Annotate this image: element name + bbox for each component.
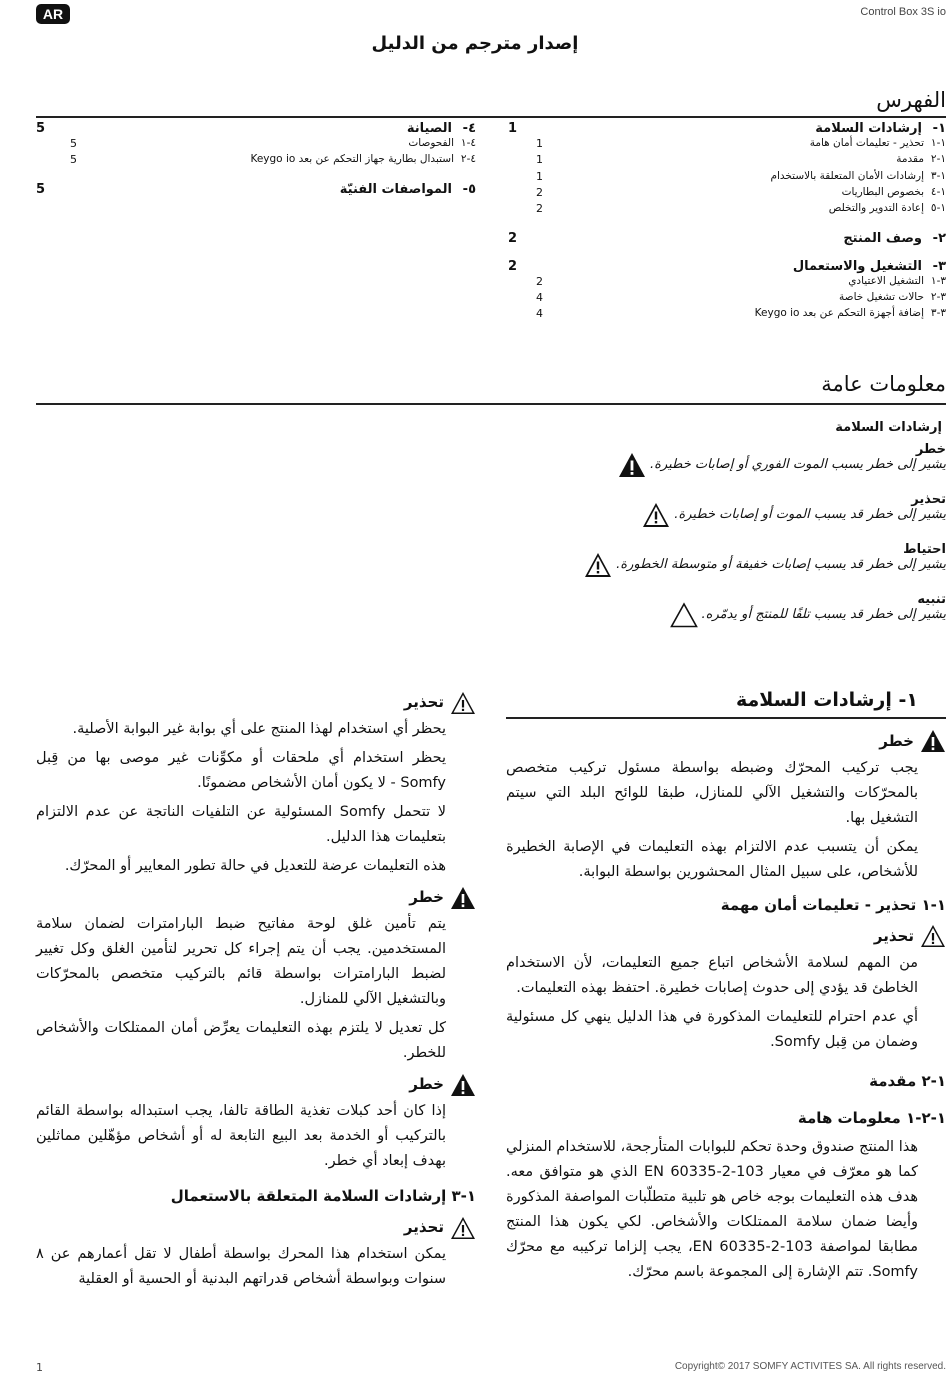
warning-3-paragraph-1: يمكن استخدام هذا المحرك بواسطة أطفال لا تقل أعمارهم عن ٨ سنوات وبواسطة أشخاص قدراتهم البدنية أو الحسية أو العقلية xyxy=(36,1246,446,1287)
hazard-level-title: احتياط xyxy=(903,542,946,557)
toc-entry-label: إعادة التدوير والتخلص xyxy=(828,202,924,215)
toc-entry-label: إرشادات الأمان المتعلقة بالاستخدام xyxy=(770,169,924,182)
toc-entry-number: ٤-٢ xyxy=(460,153,476,166)
hazard-level-text xyxy=(650,442,946,472)
toc-entry-page: 5 xyxy=(70,153,77,167)
safety-instructions-label: إرشادات السلامة xyxy=(835,420,942,435)
hazard-level-description: يشير إلى خطر قد يسبب الموت أو إصابات خطيرة. xyxy=(674,507,946,522)
hazard-level-description: يشير إلى خطر قد يسبب إصابات خفيفة أو متوسطة الخطورة. xyxy=(616,557,946,572)
toc-entry-number: ١-٥ xyxy=(930,202,946,215)
section-1-heading: ١- إرشادات السلامة xyxy=(735,689,918,711)
toc-entry[interactable] xyxy=(755,307,946,319)
hazard-level-description: يشير إلى خطر قد يسبب تلفًا للمنتج أو يدمّره. xyxy=(701,607,946,622)
toc-entry-label: حالات تشغيل خاصة xyxy=(839,290,924,303)
toc-entry-page: 4 xyxy=(536,307,543,321)
toc-entry[interactable] xyxy=(793,259,946,274)
toc-entry-label: التشغيل والاستعمال xyxy=(792,258,922,274)
toc-entry[interactable] xyxy=(770,170,946,182)
danger-2-label: خطر xyxy=(409,888,444,906)
toc-entry-number: ٢- xyxy=(932,230,946,246)
warning-filled-icon xyxy=(584,552,612,578)
warning-1-label-row xyxy=(506,924,946,949)
toc-entry-label: التشغيل الاعتيادي xyxy=(848,274,924,287)
warning-1-label: تحذير xyxy=(873,926,914,945)
toc-entry-number: ٥- xyxy=(462,181,476,197)
hazard-level-text xyxy=(674,492,946,522)
toc-entry-label: الفحوصات xyxy=(408,137,454,149)
hazard-level-item xyxy=(642,492,946,528)
toc-entry[interactable] xyxy=(842,186,946,198)
toc-entry[interactable] xyxy=(843,231,946,246)
toc-entry-page: 5 xyxy=(36,121,46,136)
warning-filled-icon xyxy=(450,886,476,910)
warning-filled-icon xyxy=(618,452,646,478)
section-1-3-heading: ١-٣ إرشادات السلامة المتعلقة بالاستعمال xyxy=(170,1187,476,1205)
danger-3-label: خطر xyxy=(409,1075,444,1093)
toc-entry-page: 1 xyxy=(536,137,543,150)
toc-entry-number: ٣-٢ xyxy=(930,290,946,303)
copyright-notice: Copyright© 2017 SOMFY ACTIVITES SA. All rights reserved. xyxy=(674,1361,946,1372)
section-1-2-1-heading: ١-٢-١ معلومات هامة xyxy=(797,1108,946,1127)
toc-entry-number: ٤- xyxy=(462,121,476,136)
warning-2-paragraph-3: لا تتحمل Somfy المسئولية عن التلفيات الناتجة عن عدم الالتزام بتعليمات هذا الدليل. xyxy=(36,804,447,845)
toc-divider xyxy=(36,116,946,118)
toc-entry[interactable] xyxy=(408,137,476,149)
warning-filled-icon xyxy=(920,729,946,753)
danger-3-paragraph-1: إذا كان أحد كبلات تغذية الطاقة تالفا، يجب استبداله بواسطة القائم بالتركيب أو الخدمة بعد البيع التابعة له أو أشخاص مؤهّلين مماثلين بهدف إبعاد أي خطر. xyxy=(36,1103,446,1169)
toc-entry[interactable] xyxy=(839,291,946,303)
model-name: Control Box 3S io xyxy=(860,6,946,18)
hazard-level-description: يشير إلى خطر يسبب الموت الفوري أو إصابات خطيرة. xyxy=(650,457,946,472)
warning-outline-icon xyxy=(670,602,698,628)
hazard-level-text xyxy=(616,542,946,572)
toc-title: الفهرس xyxy=(876,88,946,112)
toc-entry[interactable] xyxy=(250,153,476,165)
language-badge: AR xyxy=(36,4,70,24)
toc-entry-label: المواصفات الفنيّة xyxy=(339,181,452,197)
toc-entry-number: ١-٤ xyxy=(930,185,946,198)
toc-entry-number: ٣-١ xyxy=(930,274,946,287)
left-column xyxy=(36,688,476,1296)
page-number: 1 xyxy=(36,1361,43,1374)
hazard-level-item xyxy=(670,592,946,628)
toc-entry-page: 1 xyxy=(536,169,543,183)
toc-entry[interactable] xyxy=(407,121,476,136)
toc-entry[interactable] xyxy=(848,275,946,287)
hazard-level-item xyxy=(618,442,946,478)
toc-entry-label: مقدمة xyxy=(896,153,924,166)
warning-2-label-row xyxy=(36,690,476,715)
toc-entry-number: ١-٣ xyxy=(930,169,946,182)
toc-entry-number: ٣-٣ xyxy=(930,307,946,320)
toc-entry-label: استبدال بطارية جهاز التحكم عن بعد Keygo io xyxy=(250,153,454,166)
toc-entry-page: 4 xyxy=(536,290,543,304)
warning-filled-icon xyxy=(450,1073,476,1097)
toc-entry-page: 2 xyxy=(508,230,518,246)
toc-entry-page: 2 xyxy=(508,258,518,274)
toc-entry-label: بخصوص البطاريات xyxy=(841,185,924,198)
warning-filled-icon xyxy=(450,691,476,715)
toc-entry-label: تحذير - تعليمات أمان هامة xyxy=(809,137,924,149)
warning-2-paragraph-2: يحظر استخدام أي ملحقات أو مكوِّنات غير موصى بها من قِبل Somfy - لا يكون أمان الأشخاص مضمونًا. xyxy=(36,750,446,791)
toc-entry-page: 2 xyxy=(536,185,543,199)
warning-filled-icon xyxy=(450,1216,476,1240)
danger-2-label-row xyxy=(36,885,476,910)
hazard-level-title: تنبيه xyxy=(917,592,946,607)
toc-entry-label: إرشادات السلامة xyxy=(815,121,922,136)
warning-filled-icon xyxy=(920,924,946,948)
warning-1-paragraph-1: من المهم لسلامة الأشخاص اتباع جميع التعليمات، لأن الاستخدام الخاطئ قد يؤدي إلى حدوث إصابات خطيرة. احتفظ بهذه التعليمات. xyxy=(506,954,918,996)
hazard-level-item xyxy=(584,542,946,578)
warning-3-label-row xyxy=(36,1215,476,1240)
warning-2-paragraph-4: هذه التعليمات عرضة للتعديل في حالة تطور المعايير أو المحرّك. xyxy=(64,858,446,874)
toc-entry-number: ٣- xyxy=(932,258,946,274)
toc-entry-number: ٤-١ xyxy=(460,137,476,149)
danger-1-paragraph-1: يجب تركيب المحرّك وضبطه بواسطة مسئول تركيب متخصص بالمحرّكات والتشغيل الآلي للمنازل، طبقا للوائح البلد التي سيتم التشغيل بها. xyxy=(506,759,918,826)
danger-2-paragraph-2: كل تعديل لا يلتزم بهذه التعليمات يعرِّض أمان الممتلكات والأشخاص للخطر. xyxy=(36,1020,446,1061)
section-1-2-1-paragraph: هذا المنتج صندوق وحدة تحكم للبوابات المتأرجحة، للاستخدام المنزلي كما هو معرّف في معيار EN 60335-2-103 الذي هو متوافق معه. هدف هذه التعليمات بوجه خاص هو تلبية متطلّبات المواصفة المذكورة وأيضا ضمان سلامة الممتلكات والأشخاص. لكي يكون هذا المنتج مطابقا لمواصفة EN 60335-2-103، يجب إلزاما تركيبه مع محرّك Somfy. تتم الإشارة إلى المجموعة باسم محرّك. xyxy=(506,1138,918,1280)
danger-2-paragraph-1: يتم تأمين غلق لوحة مفاتيح ضبط البارامترات لضمان سلامة المستخدمين. يجب أن يتم إجراء كل تحرير لتأمين الغلق وكل تغيير لضبط البارامترات بواسطة قائم بالتركيب متخصص بالمحرّكات وبالتشغيل الآلي للمنازل. xyxy=(36,916,446,1007)
toc-entry-number: ١-١ xyxy=(930,137,946,149)
toc-entry-number: ١-٢ xyxy=(930,153,946,166)
toc-entry-number: ١- xyxy=(932,121,946,136)
toc-entry[interactable] xyxy=(815,121,946,136)
toc-entry[interactable] xyxy=(340,182,476,197)
toc-entry-page: 2 xyxy=(536,274,543,288)
warning-2-label: تحذير xyxy=(403,693,444,711)
general-info-divider xyxy=(36,403,946,405)
hazard-level-title: تحذير xyxy=(911,492,946,507)
toc-entry-label: الصيانة xyxy=(406,121,452,136)
right-column xyxy=(506,688,946,1289)
toc-entry-page: 2 xyxy=(536,202,543,216)
danger-1-label-row xyxy=(506,729,946,754)
danger-1-label: خطر xyxy=(879,731,914,750)
toc-entry-label: وصف المنتج xyxy=(843,230,922,246)
danger-1-paragraph-2: يمكن أن يتسبب عدم الالتزام بهذه التعليمات في الإصابة الخطيرة للأشخاص، على سبيل المثال المحشورين بواسطة البوابة. xyxy=(506,838,918,880)
document-subtitle: إصدار مترجم من الدليل xyxy=(371,33,579,54)
toc-entry-page: 1 xyxy=(536,153,543,167)
toc-entry-page: 5 xyxy=(36,181,46,197)
general-info-title: معلومات عامة xyxy=(821,372,946,396)
hazard-level-text xyxy=(702,592,946,622)
toc-entry[interactable] xyxy=(810,137,946,149)
toc-entry-label: إضافة أجهزة التحكم عن بعد Keygo io xyxy=(754,307,924,320)
danger-3-label-row xyxy=(36,1072,476,1097)
toc-entry[interactable] xyxy=(896,153,946,165)
toc-entry-page: 1 xyxy=(508,121,518,136)
warning-1-paragraph-2: أي عدم احترام للتعليمات المذكورة في هذا الدليل ينهي كل مسئولية وضمان من قِبل Somfy. xyxy=(506,1008,918,1050)
toc-entry-page: 5 xyxy=(70,137,77,150)
warning-3-label: تحذير xyxy=(403,1218,444,1236)
hazard-level-title: خطر xyxy=(915,442,946,457)
warning-filled-icon xyxy=(642,502,670,528)
section-1-2-heading: ١-٢ مقدمة xyxy=(869,1071,946,1090)
toc-entry[interactable] xyxy=(829,202,946,214)
section-1-1-heading: ١-١ تحذير - تعليمات أمان مهمة xyxy=(720,895,946,914)
section-1-rule xyxy=(506,717,946,719)
warning-2-paragraph-1: يحظر أي استخدام لهذا المنتج على أي بوابة غير البوابة الأصلية. xyxy=(72,721,446,737)
